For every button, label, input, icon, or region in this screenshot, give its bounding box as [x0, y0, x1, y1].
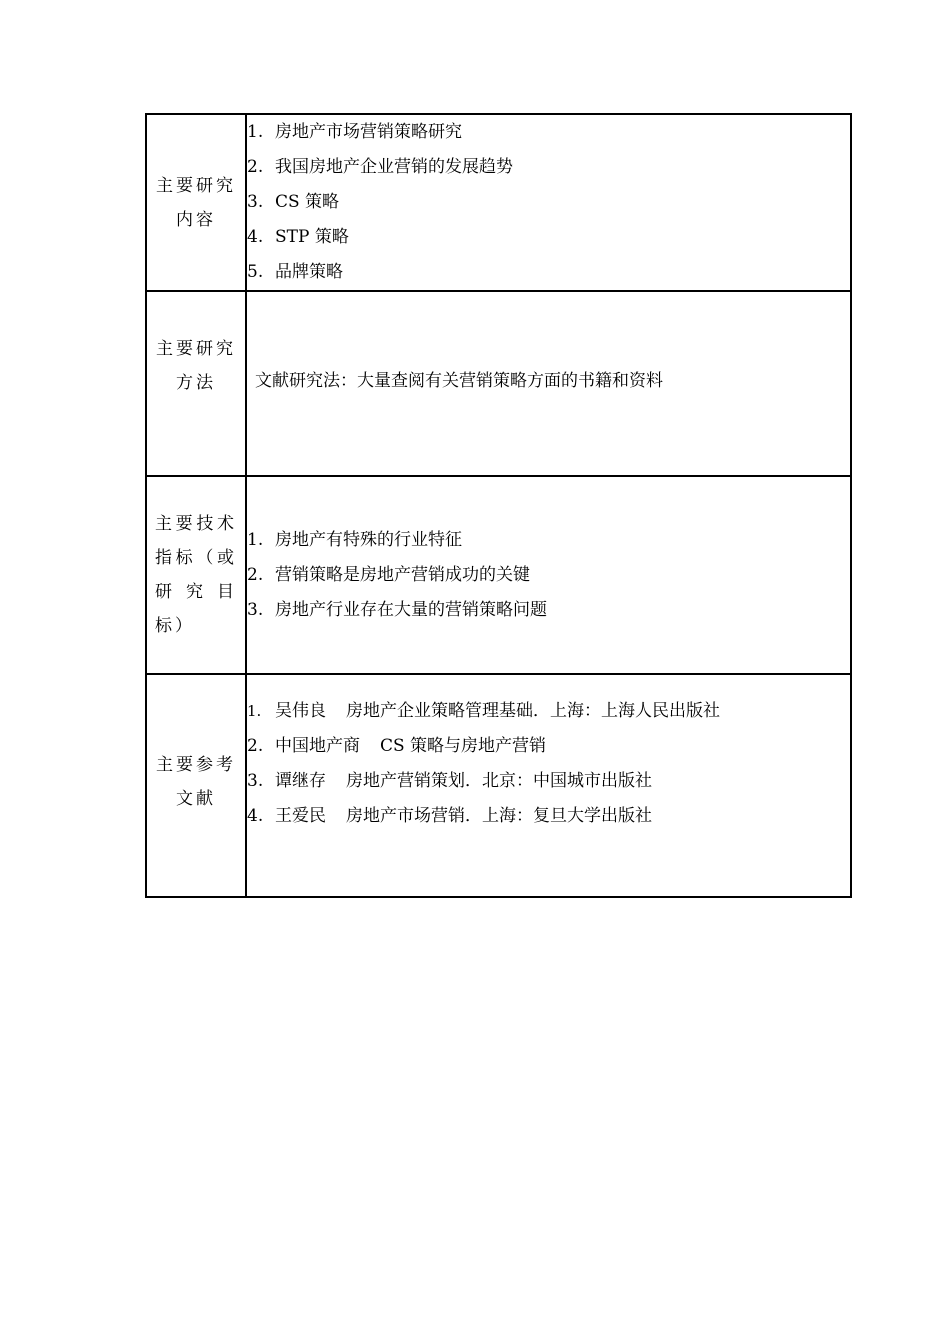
label-line: 主要参考 [156, 755, 236, 775]
list-item: 3. 房地产行业存在大量的营销策略问题 [247, 599, 547, 620]
label-research-method [146, 291, 246, 476]
label-line: 主要技术 [155, 514, 237, 534]
reference-item: 4. 王爱民 房地产市场营销．上海：复旦大学出版社 [247, 806, 652, 826]
label-line: 标） [155, 616, 195, 636]
proposal-table [145, 113, 852, 898]
label-research-content [146, 114, 246, 291]
list-item: 3. CS 策略 [247, 192, 340, 212]
row-tech-indicators [146, 476, 851, 674]
reference-item: 3. 谭继存 房地产营销策划．北京：中国城市出版社 [247, 771, 652, 791]
list-item: 2. 我国房地产企业营销的发展趋势 [247, 157, 513, 177]
list-item: 1. 房地产有特殊的行业特征 [247, 529, 462, 550]
content-references [246, 674, 851, 897]
list-item: 1. 房地产市场营销策略研究 [247, 122, 462, 142]
list-item: 5. 品牌策略 [247, 262, 343, 282]
label-line: 主要研究 [156, 339, 236, 359]
row-references [146, 674, 851, 897]
method-text: 文献研究法：大量查阅有关营销策略方面的书籍和资料 [255, 371, 663, 391]
list-item: 2. 营销策略是房地产营销成功的关键 [247, 564, 530, 585]
content-research-content [246, 114, 851, 291]
label-line: 研 究 目 [155, 582, 237, 602]
content-research-method [246, 291, 851, 476]
list-item: 4. STP 策略 [247, 227, 349, 247]
label-line: 内容 [176, 209, 216, 230]
label-line: 主要研究 [156, 175, 236, 196]
reference-item: 1. 吴伟良 房地产企业策略管理基础．上海：上海人民出版社 [247, 701, 720, 721]
label-references [146, 674, 246, 897]
row-research-content [146, 114, 851, 291]
label-tech-indicators [146, 476, 246, 674]
label-line: 文献 [176, 789, 216, 809]
label-line: 指标（或 [155, 548, 237, 568]
label-line: 方法 [176, 373, 216, 393]
row-research-method [146, 291, 851, 476]
reference-item: 2. 中国地产商 CS 策略与房地产营销 [247, 736, 547, 756]
content-tech-indicators [246, 476, 851, 674]
